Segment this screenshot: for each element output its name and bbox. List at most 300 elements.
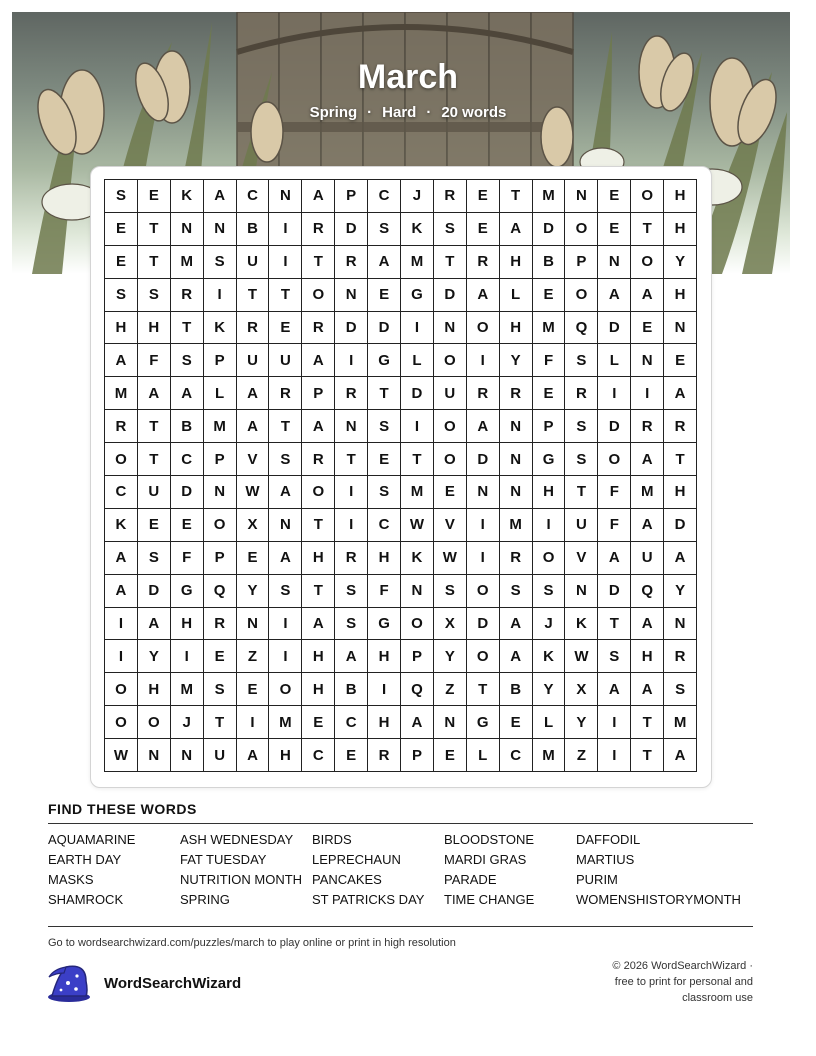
grid-cell[interactable]: S: [138, 279, 171, 312]
grid-cell[interactable]: O: [434, 344, 467, 377]
grid-cell[interactable]: O: [565, 213, 598, 246]
grid-cell[interactable]: D: [467, 443, 500, 476]
grid-cell[interactable]: O: [467, 312, 500, 345]
grid-cell[interactable]: A: [631, 279, 664, 312]
grid-cell[interactable]: N: [467, 476, 500, 509]
grid-cell[interactable]: R: [500, 542, 533, 575]
grid-cell[interactable]: H: [138, 312, 171, 345]
grid-cell[interactable]: U: [237, 246, 270, 279]
grid-cell[interactable]: P: [204, 344, 237, 377]
grid-cell[interactable]: E: [598, 180, 631, 213]
grid-cell[interactable]: D: [368, 312, 401, 345]
grid-cell[interactable]: R: [467, 246, 500, 279]
grid-cell[interactable]: A: [664, 542, 697, 575]
grid-cell[interactable]: I: [631, 377, 664, 410]
grid-cell[interactable]: C: [335, 706, 368, 739]
grid-cell[interactable]: I: [237, 706, 270, 739]
grid-cell[interactable]: E: [368, 443, 401, 476]
grid-cell[interactable]: M: [664, 706, 697, 739]
grid-cell[interactable]: I: [105, 640, 138, 673]
grid-cell[interactable]: M: [204, 410, 237, 443]
grid-cell[interactable]: I: [269, 213, 302, 246]
grid-cell[interactable]: L: [467, 739, 500, 772]
grid-cell[interactable]: D: [664, 509, 697, 542]
grid-cell[interactable]: N: [171, 213, 204, 246]
grid-cell[interactable]: A: [598, 673, 631, 706]
grid-cell[interactable]: L: [598, 344, 631, 377]
grid-cell[interactable]: H: [533, 476, 566, 509]
grid-cell[interactable]: M: [500, 509, 533, 542]
grid-cell[interactable]: J: [533, 608, 566, 641]
grid-cell[interactable]: M: [631, 476, 664, 509]
grid-cell[interactable]: R: [335, 246, 368, 279]
grid-cell[interactable]: E: [237, 542, 270, 575]
grid-cell[interactable]: G: [171, 575, 204, 608]
grid-cell[interactable]: A: [631, 443, 664, 476]
grid-cell[interactable]: A: [204, 180, 237, 213]
grid-cell[interactable]: R: [302, 312, 335, 345]
grid-cell[interactable]: T: [434, 246, 467, 279]
grid-cell[interactable]: H: [500, 312, 533, 345]
grid-cell[interactable]: L: [533, 706, 566, 739]
grid-cell[interactable]: C: [368, 180, 401, 213]
grid-cell[interactable]: H: [664, 476, 697, 509]
grid-cell[interactable]: R: [500, 377, 533, 410]
grid-cell[interactable]: I: [105, 608, 138, 641]
grid-cell[interactable]: A: [138, 377, 171, 410]
grid-cell[interactable]: Z: [434, 673, 467, 706]
grid-cell[interactable]: D: [335, 312, 368, 345]
grid-cell[interactable]: N: [138, 739, 171, 772]
grid-cell[interactable]: T: [467, 673, 500, 706]
grid-cell[interactable]: K: [105, 509, 138, 542]
grid-cell[interactable]: H: [302, 673, 335, 706]
grid-cell[interactable]: S: [269, 443, 302, 476]
grid-cell[interactable]: N: [500, 410, 533, 443]
grid-cell[interactable]: A: [631, 673, 664, 706]
grid-cell[interactable]: B: [533, 246, 566, 279]
grid-cell[interactable]: Y: [138, 640, 171, 673]
grid-cell[interactable]: E: [105, 246, 138, 279]
grid-cell[interactable]: T: [138, 410, 171, 443]
grid-cell[interactable]: T: [171, 312, 204, 345]
grid-cell[interactable]: R: [434, 180, 467, 213]
grid-cell[interactable]: T: [631, 739, 664, 772]
grid-cell[interactable]: N: [565, 180, 598, 213]
grid-cell[interactable]: P: [302, 377, 335, 410]
grid-cell[interactable]: S: [434, 575, 467, 608]
grid-cell[interactable]: T: [302, 246, 335, 279]
grid-cell[interactable]: A: [500, 640, 533, 673]
grid-cell[interactable]: A: [368, 246, 401, 279]
grid-cell[interactable]: S: [368, 476, 401, 509]
grid-cell[interactable]: O: [467, 640, 500, 673]
grid-cell[interactable]: H: [302, 640, 335, 673]
grid-cell[interactable]: I: [598, 739, 631, 772]
grid-cell[interactable]: A: [237, 739, 270, 772]
grid-cell[interactable]: A: [500, 608, 533, 641]
grid-cell[interactable]: E: [368, 279, 401, 312]
grid-cell[interactable]: H: [269, 739, 302, 772]
grid-cell[interactable]: Y: [434, 640, 467, 673]
grid-cell[interactable]: E: [335, 739, 368, 772]
grid-cell[interactable]: A: [500, 213, 533, 246]
grid-cell[interactable]: X: [237, 509, 270, 542]
grid-cell[interactable]: H: [664, 279, 697, 312]
grid-cell[interactable]: D: [598, 312, 631, 345]
grid-cell[interactable]: I: [269, 246, 302, 279]
grid-cell[interactable]: M: [533, 180, 566, 213]
grid-cell[interactable]: S: [269, 575, 302, 608]
grid-cell[interactable]: I: [269, 640, 302, 673]
grid-cell[interactable]: B: [500, 673, 533, 706]
grid-cell[interactable]: H: [631, 640, 664, 673]
grid-cell[interactable]: R: [204, 608, 237, 641]
grid-cell[interactable]: F: [368, 575, 401, 608]
grid-cell[interactable]: T: [631, 213, 664, 246]
grid-cell[interactable]: S: [565, 443, 598, 476]
grid-cell[interactable]: W: [434, 542, 467, 575]
grid-cell[interactable]: T: [138, 246, 171, 279]
grid-cell[interactable]: S: [565, 344, 598, 377]
grid-cell[interactable]: E: [269, 312, 302, 345]
grid-cell[interactable]: O: [204, 509, 237, 542]
grid-cell[interactable]: I: [368, 673, 401, 706]
grid-cell[interactable]: S: [335, 608, 368, 641]
grid-cell[interactable]: R: [368, 739, 401, 772]
grid-cell[interactable]: I: [171, 640, 204, 673]
grid-cell[interactable]: T: [664, 443, 697, 476]
grid-cell[interactable]: H: [500, 246, 533, 279]
grid-cell[interactable]: P: [565, 246, 598, 279]
grid-cell[interactable]: O: [105, 706, 138, 739]
grid-cell[interactable]: S: [335, 575, 368, 608]
grid-cell[interactable]: S: [204, 673, 237, 706]
grid-cell[interactable]: I: [335, 509, 368, 542]
grid-cell[interactable]: E: [533, 279, 566, 312]
grid-cell[interactable]: B: [171, 410, 204, 443]
grid-cell[interactable]: K: [401, 213, 434, 246]
grid-cell[interactable]: S: [105, 279, 138, 312]
grid-cell[interactable]: R: [302, 443, 335, 476]
grid-cell[interactable]: R: [467, 377, 500, 410]
grid-cell[interactable]: T: [269, 279, 302, 312]
grid-cell[interactable]: K: [533, 640, 566, 673]
grid-cell[interactable]: K: [565, 608, 598, 641]
grid-cell[interactable]: P: [204, 443, 237, 476]
grid-cell[interactable]: I: [598, 377, 631, 410]
grid-cell[interactable]: E: [237, 673, 270, 706]
grid-cell[interactable]: A: [171, 377, 204, 410]
grid-cell[interactable]: A: [598, 542, 631, 575]
grid-cell[interactable]: A: [302, 180, 335, 213]
grid-cell[interactable]: E: [171, 509, 204, 542]
grid-cell[interactable]: R: [335, 542, 368, 575]
grid-cell[interactable]: E: [434, 476, 467, 509]
grid-cell[interactable]: H: [368, 542, 401, 575]
grid-cell[interactable]: S: [533, 575, 566, 608]
grid-cell[interactable]: F: [171, 542, 204, 575]
grid-cell[interactable]: T: [138, 213, 171, 246]
grid-cell[interactable]: L: [500, 279, 533, 312]
grid-cell[interactable]: E: [138, 509, 171, 542]
grid-cell[interactable]: N: [434, 312, 467, 345]
grid-cell[interactable]: T: [237, 279, 270, 312]
grid-cell[interactable]: S: [171, 344, 204, 377]
grid-cell[interactable]: C: [237, 180, 270, 213]
grid-cell[interactable]: H: [664, 180, 697, 213]
grid-cell[interactable]: J: [401, 180, 434, 213]
grid-cell[interactable]: A: [401, 706, 434, 739]
grid-cell[interactable]: O: [269, 673, 302, 706]
grid-cell[interactable]: N: [631, 344, 664, 377]
grid-cell[interactable]: Z: [565, 739, 598, 772]
grid-cell[interactable]: C: [500, 739, 533, 772]
grid-cell[interactable]: O: [631, 180, 664, 213]
grid-cell[interactable]: U: [434, 377, 467, 410]
grid-cell[interactable]: Y: [565, 706, 598, 739]
grid-cell[interactable]: E: [138, 180, 171, 213]
grid-cell[interactable]: K: [204, 312, 237, 345]
grid-cell[interactable]: M: [171, 673, 204, 706]
grid-cell[interactable]: P: [401, 739, 434, 772]
grid-cell[interactable]: S: [204, 246, 237, 279]
grid-cell[interactable]: F: [533, 344, 566, 377]
grid-cell[interactable]: R: [269, 377, 302, 410]
grid-cell[interactable]: H: [368, 706, 401, 739]
grid-cell[interactable]: K: [401, 542, 434, 575]
grid-cell[interactable]: E: [467, 180, 500, 213]
grid-cell[interactable]: A: [302, 410, 335, 443]
grid-cell[interactable]: O: [302, 279, 335, 312]
grid-cell[interactable]: N: [500, 443, 533, 476]
grid-cell[interactable]: L: [401, 344, 434, 377]
grid-cell[interactable]: O: [434, 443, 467, 476]
grid-cell[interactable]: M: [533, 739, 566, 772]
grid-cell[interactable]: T: [631, 706, 664, 739]
grid-cell[interactable]: I: [467, 509, 500, 542]
grid-cell[interactable]: R: [664, 640, 697, 673]
grid-cell[interactable]: V: [434, 509, 467, 542]
grid-cell[interactable]: H: [171, 608, 204, 641]
grid-cell[interactable]: R: [335, 377, 368, 410]
grid-cell[interactable]: X: [434, 608, 467, 641]
grid-cell[interactable]: U: [565, 509, 598, 542]
grid-cell[interactable]: G: [467, 706, 500, 739]
grid-cell[interactable]: I: [533, 509, 566, 542]
grid-cell[interactable]: L: [204, 377, 237, 410]
grid-cell[interactable]: O: [434, 410, 467, 443]
grid-cell[interactable]: O: [138, 706, 171, 739]
grid-cell[interactable]: T: [204, 706, 237, 739]
grid-cell[interactable]: D: [598, 410, 631, 443]
grid-cell[interactable]: R: [171, 279, 204, 312]
grid-cell[interactable]: A: [105, 542, 138, 575]
grid-cell[interactable]: T: [138, 443, 171, 476]
grid-cell[interactable]: O: [401, 608, 434, 641]
grid-cell[interactable]: M: [401, 476, 434, 509]
grid-cell[interactable]: D: [171, 476, 204, 509]
grid-cell[interactable]: S: [434, 213, 467, 246]
grid-cell[interactable]: P: [204, 542, 237, 575]
grid-cell[interactable]: Q: [204, 575, 237, 608]
grid-cell[interactable]: M: [171, 246, 204, 279]
grid-cell[interactable]: D: [598, 575, 631, 608]
grid-cell[interactable]: W: [105, 739, 138, 772]
grid-cell[interactable]: S: [500, 575, 533, 608]
grid-cell[interactable]: O: [105, 443, 138, 476]
grid-cell[interactable]: G: [533, 443, 566, 476]
grid-cell[interactable]: O: [105, 673, 138, 706]
grid-cell[interactable]: P: [533, 410, 566, 443]
grid-cell[interactable]: N: [401, 575, 434, 608]
grid-cell[interactable]: H: [105, 312, 138, 345]
grid-cell[interactable]: E: [467, 213, 500, 246]
grid-cell[interactable]: I: [401, 410, 434, 443]
grid-cell[interactable]: B: [335, 673, 368, 706]
brand[interactable]: [46, 963, 241, 1003]
grid-cell[interactable]: A: [631, 608, 664, 641]
grid-cell[interactable]: A: [269, 476, 302, 509]
grid-cell[interactable]: B: [237, 213, 270, 246]
grid-cell[interactable]: A: [664, 739, 697, 772]
grid-cell[interactable]: E: [533, 377, 566, 410]
grid-cell[interactable]: U: [269, 344, 302, 377]
grid-cell[interactable]: D: [335, 213, 368, 246]
grid-cell[interactable]: N: [269, 180, 302, 213]
grid-cell[interactable]: A: [269, 542, 302, 575]
grid-cell[interactable]: F: [598, 476, 631, 509]
grid-cell[interactable]: S: [565, 410, 598, 443]
grid-cell[interactable]: I: [204, 279, 237, 312]
grid-cell[interactable]: K: [171, 180, 204, 213]
grid-cell[interactable]: I: [401, 312, 434, 345]
grid-cell[interactable]: X: [565, 673, 598, 706]
grid-cell[interactable]: C: [302, 739, 335, 772]
grid-cell[interactable]: A: [237, 410, 270, 443]
grid-cell[interactable]: E: [631, 312, 664, 345]
grid-cell[interactable]: P: [335, 180, 368, 213]
grid-cell[interactable]: T: [302, 575, 335, 608]
grid-cell[interactable]: D: [467, 608, 500, 641]
grid-cell[interactable]: T: [598, 608, 631, 641]
grid-cell[interactable]: T: [565, 476, 598, 509]
grid-cell[interactable]: T: [335, 443, 368, 476]
grid-cell[interactable]: J: [171, 706, 204, 739]
grid-cell[interactable]: M: [105, 377, 138, 410]
grid-cell[interactable]: I: [467, 542, 500, 575]
grid-cell[interactable]: Y: [533, 673, 566, 706]
grid-cell[interactable]: R: [664, 410, 697, 443]
grid-cell[interactable]: D: [434, 279, 467, 312]
grid-cell[interactable]: N: [237, 608, 270, 641]
grid-cell[interactable]: E: [434, 739, 467, 772]
grid-cell[interactable]: W: [565, 640, 598, 673]
grid-cell[interactable]: N: [204, 476, 237, 509]
grid-cell[interactable]: S: [138, 542, 171, 575]
grid-cell[interactable]: M: [401, 246, 434, 279]
grid-cell[interactable]: C: [368, 509, 401, 542]
grid-cell[interactable]: A: [467, 279, 500, 312]
grid-cell[interactable]: Q: [401, 673, 434, 706]
grid-cell[interactable]: O: [631, 246, 664, 279]
grid-cell[interactable]: H: [664, 213, 697, 246]
grid-cell[interactable]: H: [302, 542, 335, 575]
grid-cell[interactable]: U: [631, 542, 664, 575]
grid-cell[interactable]: P: [401, 640, 434, 673]
grid-cell[interactable]: S: [105, 180, 138, 213]
grid-cell[interactable]: G: [368, 608, 401, 641]
grid-cell[interactable]: U: [204, 739, 237, 772]
grid-cell[interactable]: Y: [500, 344, 533, 377]
grid-cell[interactable]: A: [335, 640, 368, 673]
grid-cell[interactable]: E: [598, 213, 631, 246]
grid-cell[interactable]: A: [467, 410, 500, 443]
grid-cell[interactable]: Q: [631, 575, 664, 608]
grid-cell[interactable]: A: [598, 279, 631, 312]
grid-cell[interactable]: Q: [565, 312, 598, 345]
grid-cell[interactable]: F: [598, 509, 631, 542]
grid-cell[interactable]: O: [302, 476, 335, 509]
grid-cell[interactable]: O: [467, 575, 500, 608]
grid-cell[interactable]: A: [631, 509, 664, 542]
grid-cell[interactable]: N: [664, 312, 697, 345]
grid-cell[interactable]: C: [105, 476, 138, 509]
grid-cell[interactable]: N: [171, 739, 204, 772]
grid-cell[interactable]: T: [500, 180, 533, 213]
grid-cell[interactable]: N: [335, 410, 368, 443]
grid-cell[interactable]: Z: [237, 640, 270, 673]
grid-cell[interactable]: Y: [664, 575, 697, 608]
grid-cell[interactable]: N: [335, 279, 368, 312]
grid-cell[interactable]: N: [500, 476, 533, 509]
grid-cell[interactable]: A: [105, 344, 138, 377]
grid-cell[interactable]: H: [368, 640, 401, 673]
grid-cell[interactable]: N: [598, 246, 631, 279]
grid-cell[interactable]: T: [302, 509, 335, 542]
grid-cell[interactable]: N: [565, 575, 598, 608]
grid-cell[interactable]: W: [401, 509, 434, 542]
grid-cell[interactable]: E: [500, 706, 533, 739]
grid-cell[interactable]: V: [565, 542, 598, 575]
grid-cell[interactable]: T: [368, 377, 401, 410]
grid-cell[interactable]: S: [368, 213, 401, 246]
grid-cell[interactable]: S: [664, 673, 697, 706]
grid-cell[interactable]: H: [138, 673, 171, 706]
grid-cell[interactable]: A: [237, 377, 270, 410]
grid-cell[interactable]: S: [368, 410, 401, 443]
grid-cell[interactable]: A: [138, 608, 171, 641]
grid-cell[interactable]: T: [269, 410, 302, 443]
grid-cell[interactable]: D: [401, 377, 434, 410]
grid-cell[interactable]: R: [237, 312, 270, 345]
grid-cell[interactable]: M: [269, 706, 302, 739]
grid-cell[interactable]: A: [302, 608, 335, 641]
grid-cell[interactable]: I: [467, 344, 500, 377]
grid-cell[interactable]: E: [302, 706, 335, 739]
grid-cell[interactable]: N: [269, 509, 302, 542]
grid-cell[interactable]: D: [533, 213, 566, 246]
grid-cell[interactable]: W: [237, 476, 270, 509]
grid-cell[interactable]: Y: [237, 575, 270, 608]
grid-cell[interactable]: E: [664, 344, 697, 377]
grid-cell[interactable]: O: [598, 443, 631, 476]
grid-cell[interactable]: G: [401, 279, 434, 312]
grid-cell[interactable]: R: [631, 410, 664, 443]
grid-cell[interactable]: A: [105, 575, 138, 608]
grid-cell[interactable]: O: [565, 279, 598, 312]
grid-cell[interactable]: I: [598, 706, 631, 739]
